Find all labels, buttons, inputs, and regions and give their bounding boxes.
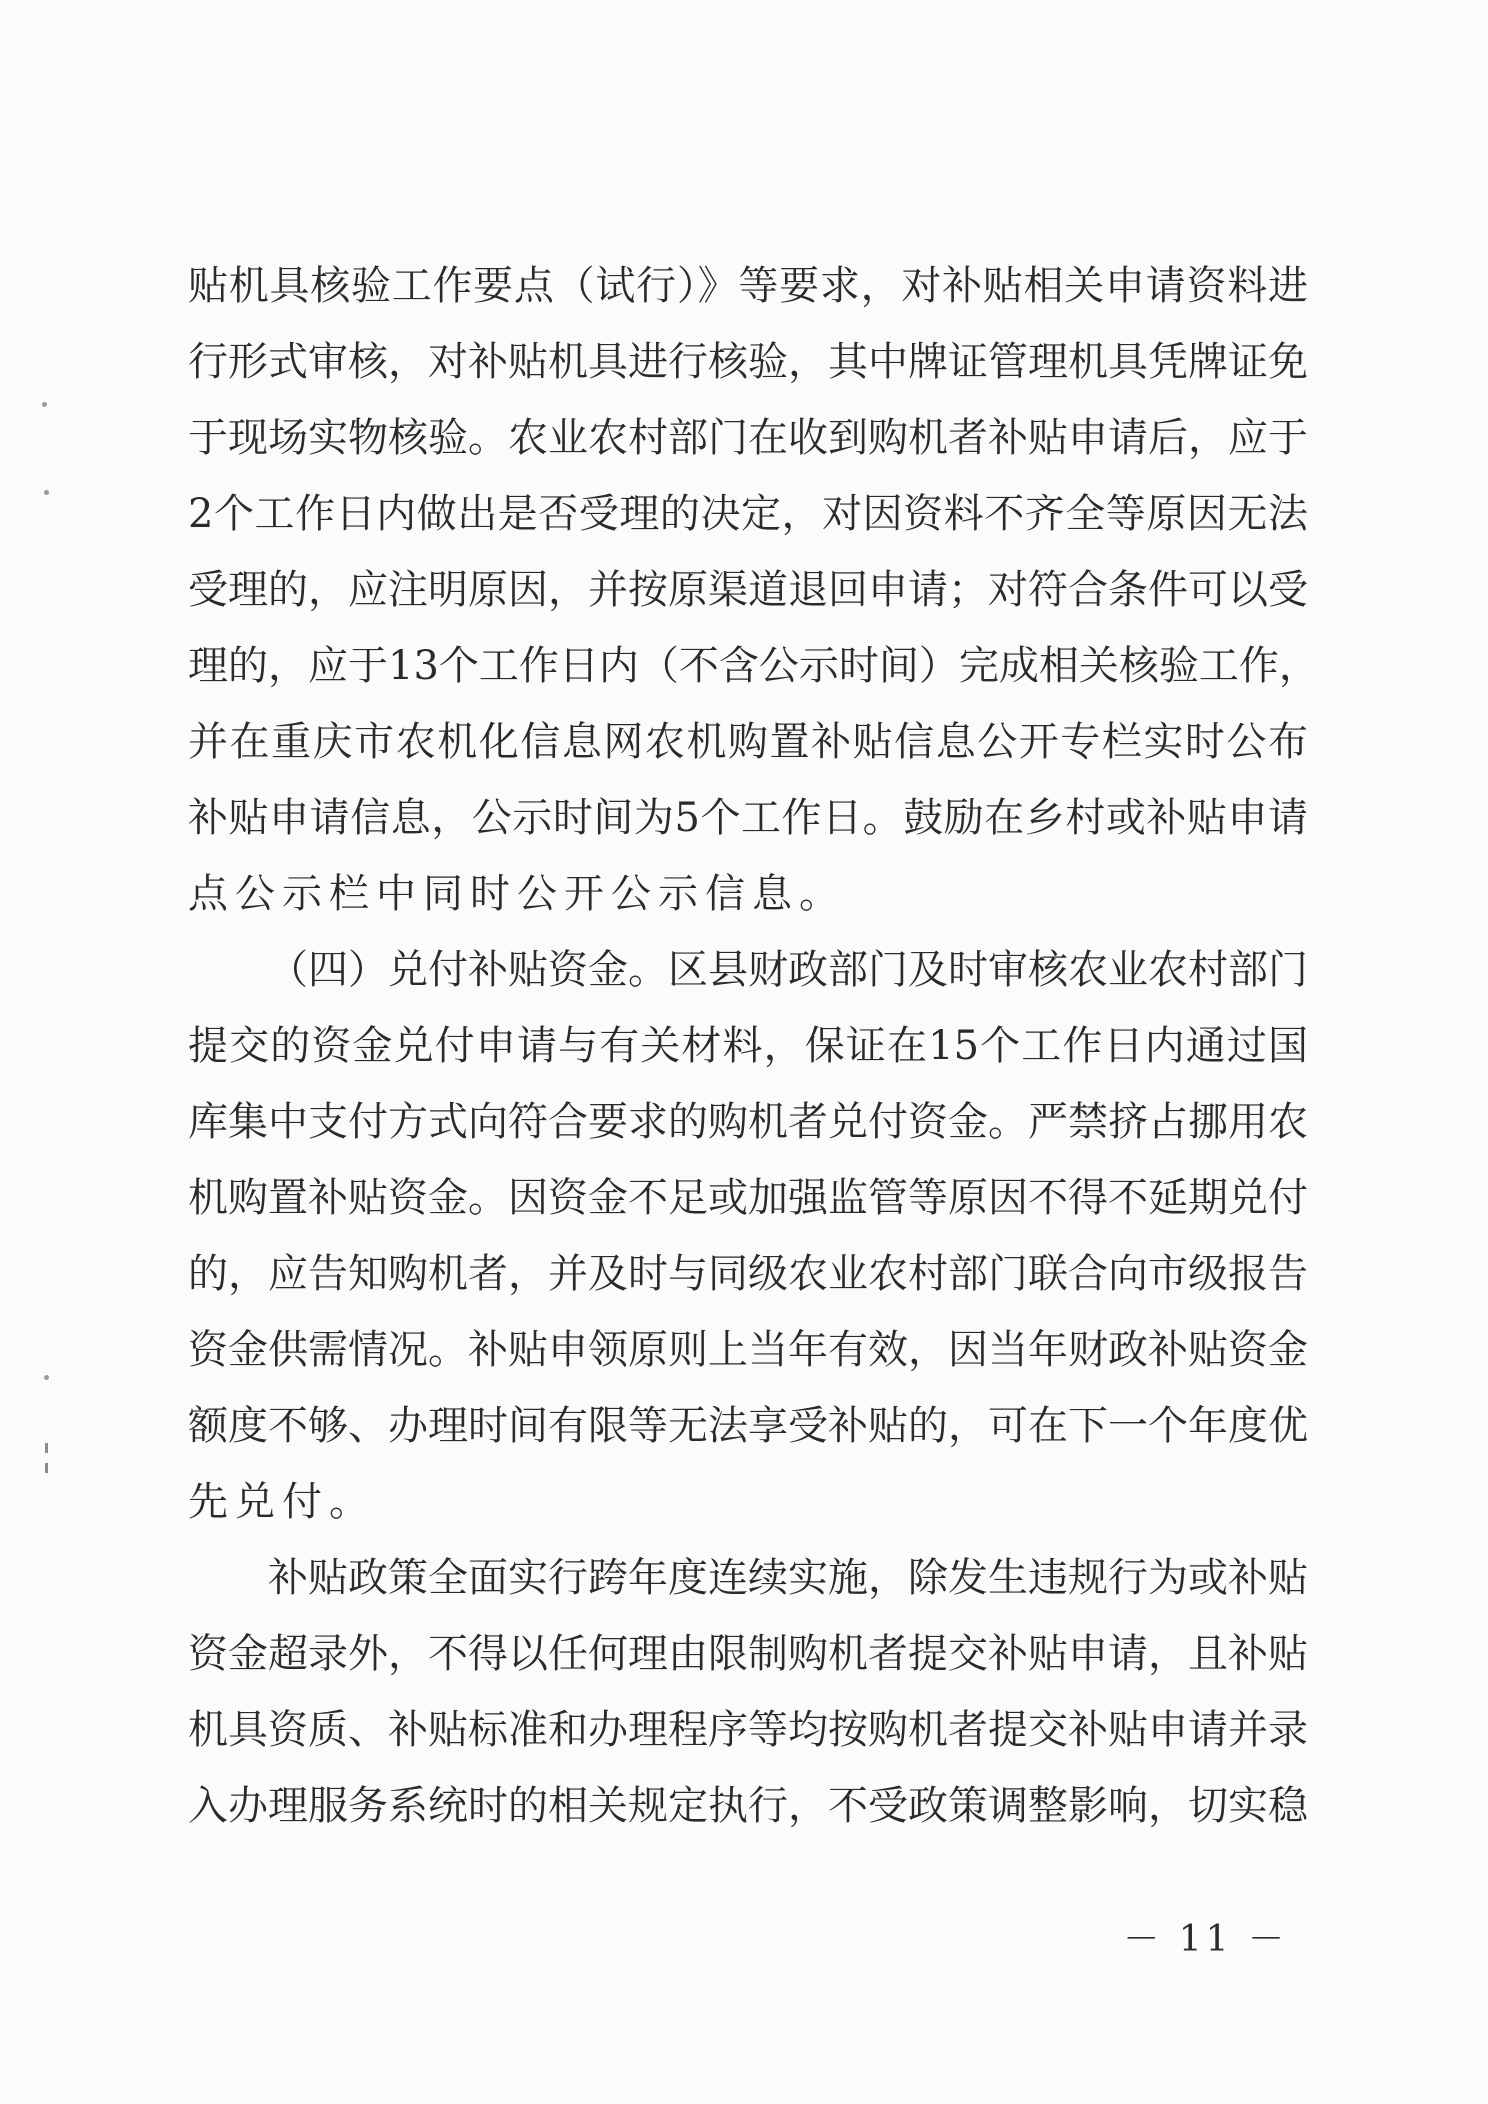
body-line: 于现场实物核验。农业农村部门在收到购机者补贴申请后，应于	[188, 415, 1308, 461]
scan-mark	[45, 1443, 48, 1453]
body-line: 资金超录外，不得以任何理由限制购机者提交补贴申请，且补贴	[188, 1631, 1308, 1677]
body-line: 2个工作日内做出是否受理的决定，对因资料不齐全等原因无法	[188, 491, 1308, 537]
scan-mark	[45, 1463, 48, 1473]
body-line: 提交的资金兑付申请与有关材料，保证在15个工作日内通过国	[188, 1023, 1308, 1069]
body-line: 额度不够、办理时间有限等无法享受补贴的，可在下一个年度优	[188, 1403, 1308, 1449]
body-line: 资金供需情况。补贴申领原则上当年有效，因当年财政补贴资金	[188, 1327, 1308, 1373]
paragraph-start-line: 补贴政策全面实行跨年度连续实施，除发生违规行为或补贴	[268, 1555, 1308, 1601]
body-line: 贴机具核验工作要点（试行）》等要求，对补贴相关申请资料进	[188, 263, 1308, 309]
body-line: 补贴申请信息，公示时间为5个工作日。鼓励在乡村或补贴申请	[188, 795, 1308, 841]
body-line: 受理的，应注明原因，并按原渠道退回申请；对符合条件可以受	[188, 567, 1308, 613]
body-line: 机购置补贴资金。因资金不足或加强监管等原因不得不延期兑付	[188, 1175, 1308, 1221]
body-line: 机具资质、补贴标准和办理程序等均按购机者提交补贴申请并录	[188, 1707, 1308, 1753]
body-line: 点公示栏中同时公开公示信息。	[188, 871, 846, 917]
body-line: 入办理服务系统时的相关规定执行，不受政策调整影响，切实稳	[188, 1783, 1308, 1829]
body-line: 先兑付。	[188, 1479, 376, 1525]
body-line: 并在重庆市农机化信息网农机购置补贴信息公开专栏实时公布	[188, 719, 1308, 765]
body-line: 理的，应于13个工作日内（不含公示时间）完成相关核验工作，	[188, 643, 1319, 689]
scan-speck	[44, 1375, 49, 1380]
page-number: － 11 －	[1123, 1919, 1288, 1960]
section-heading-line: （四）兑付补贴资金。区县财政部门及时审核农业农村部门	[268, 947, 1308, 993]
body-line: 的，应告知购机者，并及时与同级农业农村部门联合向市级报告	[188, 1251, 1308, 1297]
scan-speck	[44, 490, 49, 495]
body-line: 行形式审核，对补贴机具进行核验，其中牌证管理机具凭牌证免	[188, 339, 1308, 385]
body-line: 库集中支付方式向符合要求的购机者兑付资金。严禁挤占挪用农	[188, 1099, 1308, 1145]
scan-speck	[42, 402, 47, 407]
